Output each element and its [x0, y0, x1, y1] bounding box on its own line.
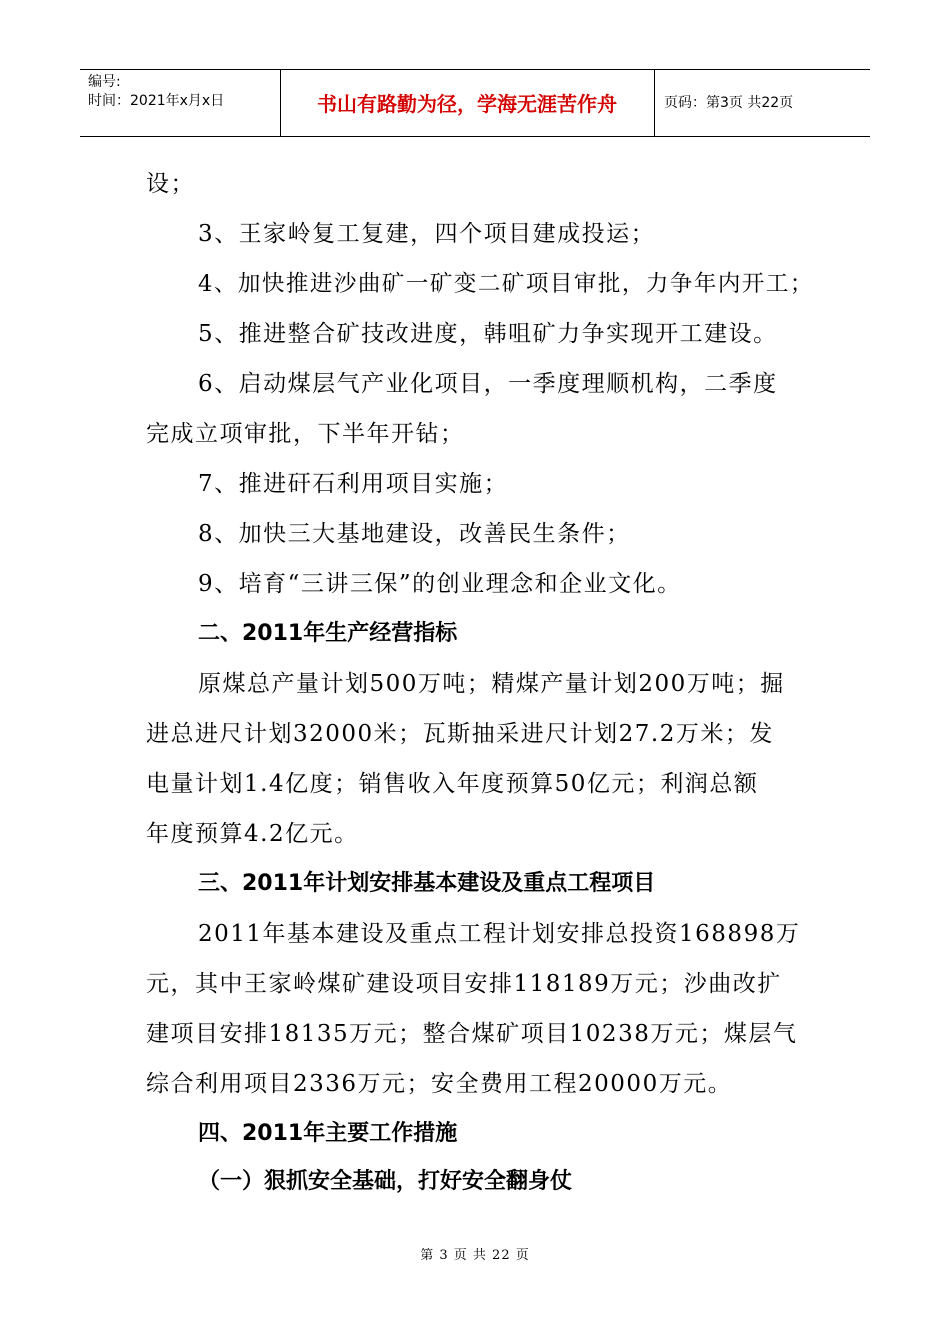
page-footer: 第 3 页 共 22 页 — [420, 1248, 530, 1263]
paragraph-line: 综合利用项目2336万元；安全费用工程20000万元。 — [146, 1071, 733, 1097]
list-item: 8、加快三大基地建设，改善民生条件； — [198, 521, 631, 547]
paragraph-line: 2011年基本建设及重点工程计划安排总投资168898万 — [198, 921, 801, 947]
header-page-cell — [654, 70, 870, 136]
document-date: 时间：2021年x月x日 — [88, 93, 225, 109]
paragraph-line: 电量计划1.4亿度；销售收入年度预算50亿元；利润总额 — [146, 771, 759, 797]
paragraph-line: 进总进尺计划32000米；瓦斯抽采进尺计划27.2万米；发 — [146, 721, 774, 747]
paragraph-line: 年度预算4.2亿元。 — [146, 821, 359, 847]
list-item: 4、加快推进沙曲矿一矿变二矿项目审批，力争年内开工； — [198, 271, 814, 297]
paragraph-line: 元，其中王家岭煤矿建设项目安排118189万元；沙曲改扩 — [146, 971, 782, 997]
paragraph-line: 原煤总产量计划500万吨；精煤产量计划200万吨；掘 — [198, 671, 785, 697]
list-item: 3、王家岭复工复建，四个项目建成投运； — [198, 221, 656, 247]
list-item: 7、推进矸石利用项目实施； — [198, 471, 509, 497]
list-item-continuation: 完成立项审批，下半年开钻； — [146, 421, 465, 447]
list-item: 9、培育“三讲三保”的创业理念和企业文化。 — [198, 571, 682, 597]
list-item: 5、推进整合矿技改进度，韩咀矿力争实现开工建设。 — [198, 321, 778, 347]
paragraph-line: 建项目安排18135万元；整合煤矿项目10238万元；煤层气 — [146, 1021, 798, 1047]
document-number-label: 编号: — [88, 74, 121, 90]
list-item: 6、启动煤层气产业化项目，一季度理顺机构，二季度 — [198, 371, 778, 397]
page-header — [80, 69, 870, 137]
subsection-heading: （一）狠抓安全基础，打好安全翻身仗 — [198, 1169, 573, 1194]
header-page-code: 页码：第3页 共22页 — [664, 95, 794, 111]
section-heading: 三、2011年计划安排基本建设及重点工程项目 — [198, 871, 656, 896]
header-motto-cell — [280, 70, 655, 136]
body-line: 设； — [146, 171, 195, 197]
header-info-cell — [80, 70, 281, 136]
section-heading: 二、2011年生产经营指标 — [198, 621, 458, 646]
section-heading: 四、2011年主要工作措施 — [198, 1121, 458, 1146]
header-motto: 书山有路勤为径，学海无涯苦作舟 — [317, 92, 617, 116]
